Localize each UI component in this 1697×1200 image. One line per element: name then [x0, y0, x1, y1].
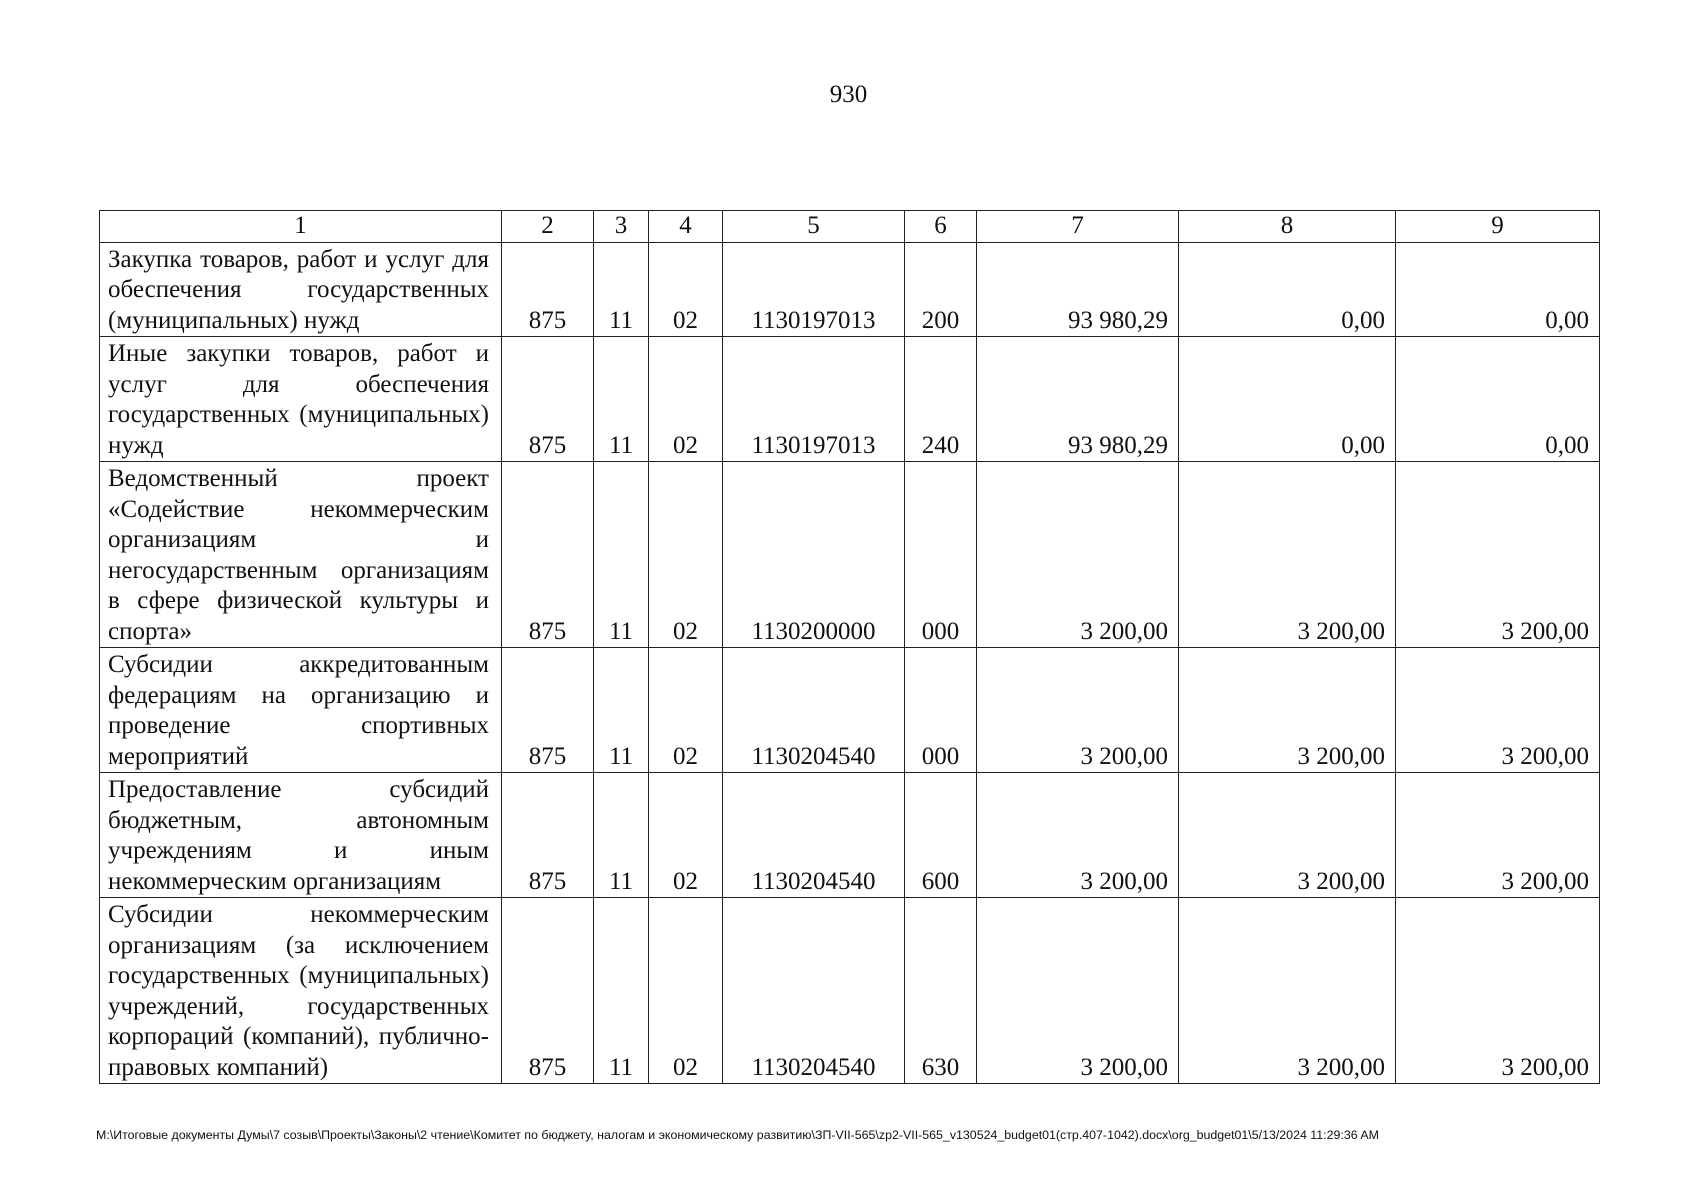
- cell-amount-9: 3 200,00: [1396, 898, 1600, 1084]
- cell-target-article: 1130200000: [723, 462, 905, 648]
- header-col-3: 3: [594, 211, 649, 243]
- header-col-2: 2: [502, 211, 594, 243]
- row-name: Предоставление субсидий бюджетным, автономным учреждениям и иным некоммерческим организациям: [100, 773, 502, 898]
- table-row: [100, 242, 1600, 337]
- budget-table: [99, 210, 1600, 1084]
- cell-ministry: 875: [502, 648, 594, 773]
- table-row: [100, 648, 1600, 773]
- cell-subsection: 02: [649, 242, 723, 337]
- cell-amount-9: 3 200,00: [1396, 648, 1600, 773]
- row-name: Субсидии некоммерческим организациям (за исключением государственных (муниципальных) учреждений, государственных корпораций (компаний), публично-правовых компаний): [100, 898, 502, 1084]
- cell-expense-type: 630: [905, 898, 977, 1084]
- cell-amount-7: 93 980,29: [977, 242, 1179, 337]
- cell-ministry: 875: [502, 462, 594, 648]
- cell-amount-7: 3 200,00: [977, 898, 1179, 1084]
- cell-amount-8: 0,00: [1179, 242, 1396, 337]
- table-row: [100, 462, 1600, 648]
- header-col-9: 9: [1396, 211, 1600, 243]
- row-name: Ведомственный проект «Содействие некоммерческим организациям и негосударственным организациям в сфере физической культуры и спорта»: [100, 462, 502, 648]
- cell-subsection: 02: [649, 898, 723, 1084]
- cell-target-article: 1130204540: [723, 773, 905, 898]
- cell-amount-9: 0,00: [1396, 242, 1600, 337]
- cell-amount-8: 3 200,00: [1179, 898, 1396, 1084]
- header-col-1: 1: [100, 211, 502, 243]
- table-row: [100, 898, 1600, 1084]
- header-col-4: 4: [649, 211, 723, 243]
- cell-ministry: 875: [502, 773, 594, 898]
- cell-section: 11: [594, 648, 649, 773]
- header-row: [100, 211, 1600, 243]
- cell-subsection: 02: [649, 773, 723, 898]
- cell-amount-8: 0,00: [1179, 337, 1396, 462]
- cell-section: 11: [594, 462, 649, 648]
- cell-expense-type: 240: [905, 337, 977, 462]
- cell-target-article: 1130204540: [723, 898, 905, 1084]
- header-col-7: 7: [977, 211, 1179, 243]
- row-name: Субсидии аккредитованным федерациям на организацию и проведение спортивных мероприятий: [100, 648, 502, 773]
- row-name: Иные закупки товаров, работ и услуг для обеспечения государственных (муниципальных) нужд: [100, 337, 502, 462]
- cell-ministry: 875: [502, 337, 594, 462]
- cell-amount-9: 0,00: [1396, 337, 1600, 462]
- header-col-6: 6: [905, 211, 977, 243]
- cell-amount-7: 3 200,00: [977, 773, 1179, 898]
- cell-expense-type: 600: [905, 773, 977, 898]
- cell-target-article: 1130197013: [723, 242, 905, 337]
- cell-amount-8: 3 200,00: [1179, 648, 1396, 773]
- cell-amount-7: 3 200,00: [977, 648, 1179, 773]
- cell-section: 11: [594, 898, 649, 1084]
- cell-ministry: 875: [502, 898, 594, 1084]
- cell-amount-8: 3 200,00: [1179, 773, 1396, 898]
- cell-amount-9: 3 200,00: [1396, 462, 1600, 648]
- cell-subsection: 02: [649, 337, 723, 462]
- cell-expense-type: 000: [905, 462, 977, 648]
- cell-amount-8: 3 200,00: [1179, 462, 1396, 648]
- cell-subsection: 02: [649, 462, 723, 648]
- cell-amount-7: 93 980,29: [977, 337, 1179, 462]
- cell-expense-type: 200: [905, 242, 977, 337]
- cell-amount-7: 3 200,00: [977, 462, 1179, 648]
- header-col-5: 5: [723, 211, 905, 243]
- table-row: [100, 337, 1600, 462]
- cell-amount-9: 3 200,00: [1396, 773, 1600, 898]
- cell-subsection: 02: [649, 648, 723, 773]
- header-col-8: 8: [1179, 211, 1396, 243]
- cell-target-article: 1130204540: [723, 648, 905, 773]
- footer-file-path: M:\Итоговые документы Думы\7 созыв\Проекты\Законы\2 чтение\Комитет по бюджету, налогам и экономическому развитию\ЗП-VII-565\zp2-VII-565_v130524_budget01(стр.407-1042).docx\org_budget01\5/13/2024 11:29:36 AM: [96, 1128, 1379, 1142]
- row-name: Закупка товаров, работ и услуг для обеспечения государственных (муниципальных) нужд: [100, 242, 502, 337]
- cell-section: 11: [594, 242, 649, 337]
- cell-expense-type: 000: [905, 648, 977, 773]
- cell-ministry: 875: [502, 242, 594, 337]
- cell-section: 11: [594, 773, 649, 898]
- page-number: 930: [829, 81, 868, 108]
- table-row: [100, 773, 1600, 898]
- cell-target-article: 1130197013: [723, 337, 905, 462]
- cell-section: 11: [594, 337, 649, 462]
